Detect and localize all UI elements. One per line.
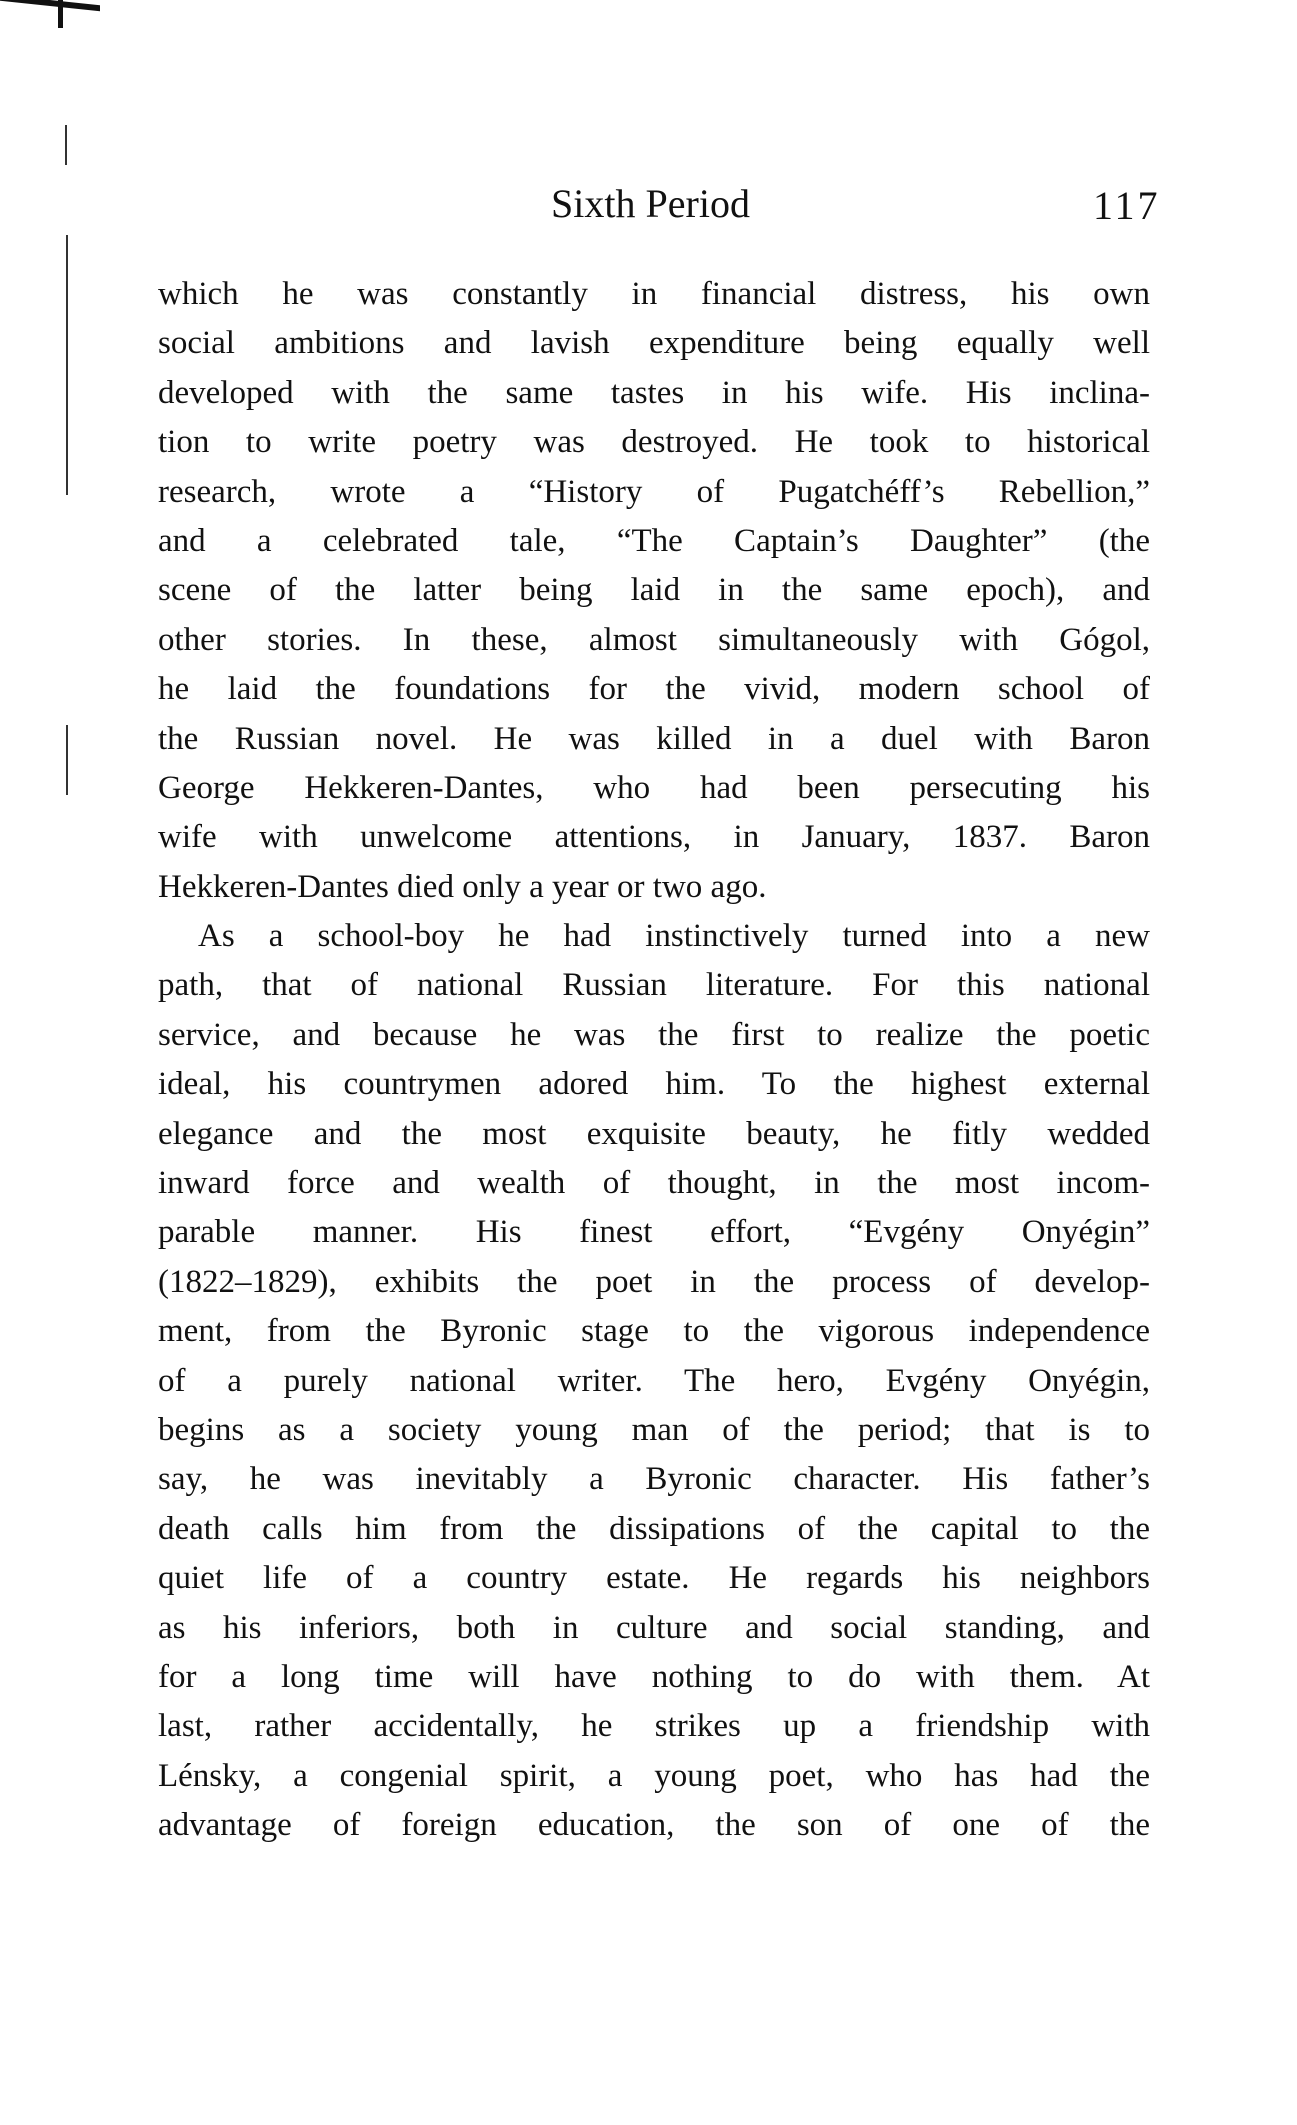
text-line: of a purely national writer. The hero, Evgény Onyégin, xyxy=(158,1362,1150,1399)
text-line: developed with the same tastes in his wife. His inclina- xyxy=(158,374,1150,411)
page-number: 117 xyxy=(1093,183,1161,228)
text-line: As a school-boy he had instinctively turned into a new xyxy=(198,918,1150,955)
text-line: as his inferiors, both in culture and social standing, and xyxy=(158,1609,1150,1646)
text-line: elegance and the most exquisite beauty, he fitly wedded xyxy=(158,1115,1150,1152)
text-line: advantage of foreign education, the son of one of the xyxy=(158,1807,1150,1844)
scan-artifact-corner xyxy=(0,0,100,11)
text-line: ideal, his countrymen adored him. To the highest external xyxy=(158,1066,1150,1103)
text-line: he laid the foundations for the vivid, modern school of xyxy=(158,671,1150,708)
text-line: death calls him from the dissipations of the capital to the xyxy=(158,1510,1150,1547)
text-line: Lénsky, a congenial spirit, a young poet, who has had the xyxy=(158,1757,1150,1794)
text-line: wife with unwelcome attentions, in January, 1837. Baron xyxy=(158,819,1150,856)
text-line: for a long time will have nothing to do with them. At xyxy=(158,1658,1150,1695)
text-line: social ambitions and lavish expenditure being equally well xyxy=(158,325,1150,362)
text-line: path, that of national Russian literature. For this national xyxy=(158,967,1150,1004)
text-line: ment, from the Byronic stage to the vigorous independence xyxy=(158,1313,1150,1350)
text-line: and a celebrated tale, “The Captain’s Daughter” (the xyxy=(158,522,1150,559)
scan-artifact-corner xyxy=(58,0,63,28)
text-line: the Russian novel. He was killed in a duel with Baron xyxy=(158,720,1150,757)
text-line: George Hekkeren-Dantes, who had been persecuting his xyxy=(158,769,1150,806)
text-line: parable manner. His finest effort, “Evgény Onyégin” xyxy=(158,1214,1150,1251)
text-line: research, wrote a “History of Pugatchéff’s Rebellion,” xyxy=(158,473,1150,510)
text-line: service, and because he was the first to realize the poetic xyxy=(158,1016,1150,1053)
text-line: begins as a society young man of the period; that is to xyxy=(158,1411,1150,1448)
text-line: inward force and wealth of thought, in the most incom- xyxy=(158,1165,1150,1202)
text-line: (1822–1829), exhibits the poet in the process of develop- xyxy=(158,1263,1150,1300)
text-line: quiet life of a country estate. He regards his neighbors xyxy=(158,1560,1150,1597)
text-line: which he was constantly in financial distress, his own xyxy=(158,276,1150,312)
text-line: other stories. In these, almost simultaneously with Gógol, xyxy=(158,621,1150,658)
text-line: say, he was inevitably a Byronic character. His father’s xyxy=(158,1461,1150,1498)
text-line: Hekkeren-Dantes died only a year or two ago. xyxy=(158,868,767,905)
text-line: scene of the latter being laid in the same epoch), and xyxy=(158,572,1150,609)
scan-artifact-line xyxy=(65,125,67,165)
text-line: last, rather accidentally, he strikes up a friendship with xyxy=(158,1708,1150,1745)
scan-artifact-line xyxy=(66,235,68,495)
scan-artifact-line xyxy=(66,725,68,795)
header-title-text: Sixth Period xyxy=(551,181,750,226)
page-body xyxy=(158,270,1150,1851)
text-line: tion to write poetry was destroyed. He took to historical xyxy=(158,424,1150,461)
